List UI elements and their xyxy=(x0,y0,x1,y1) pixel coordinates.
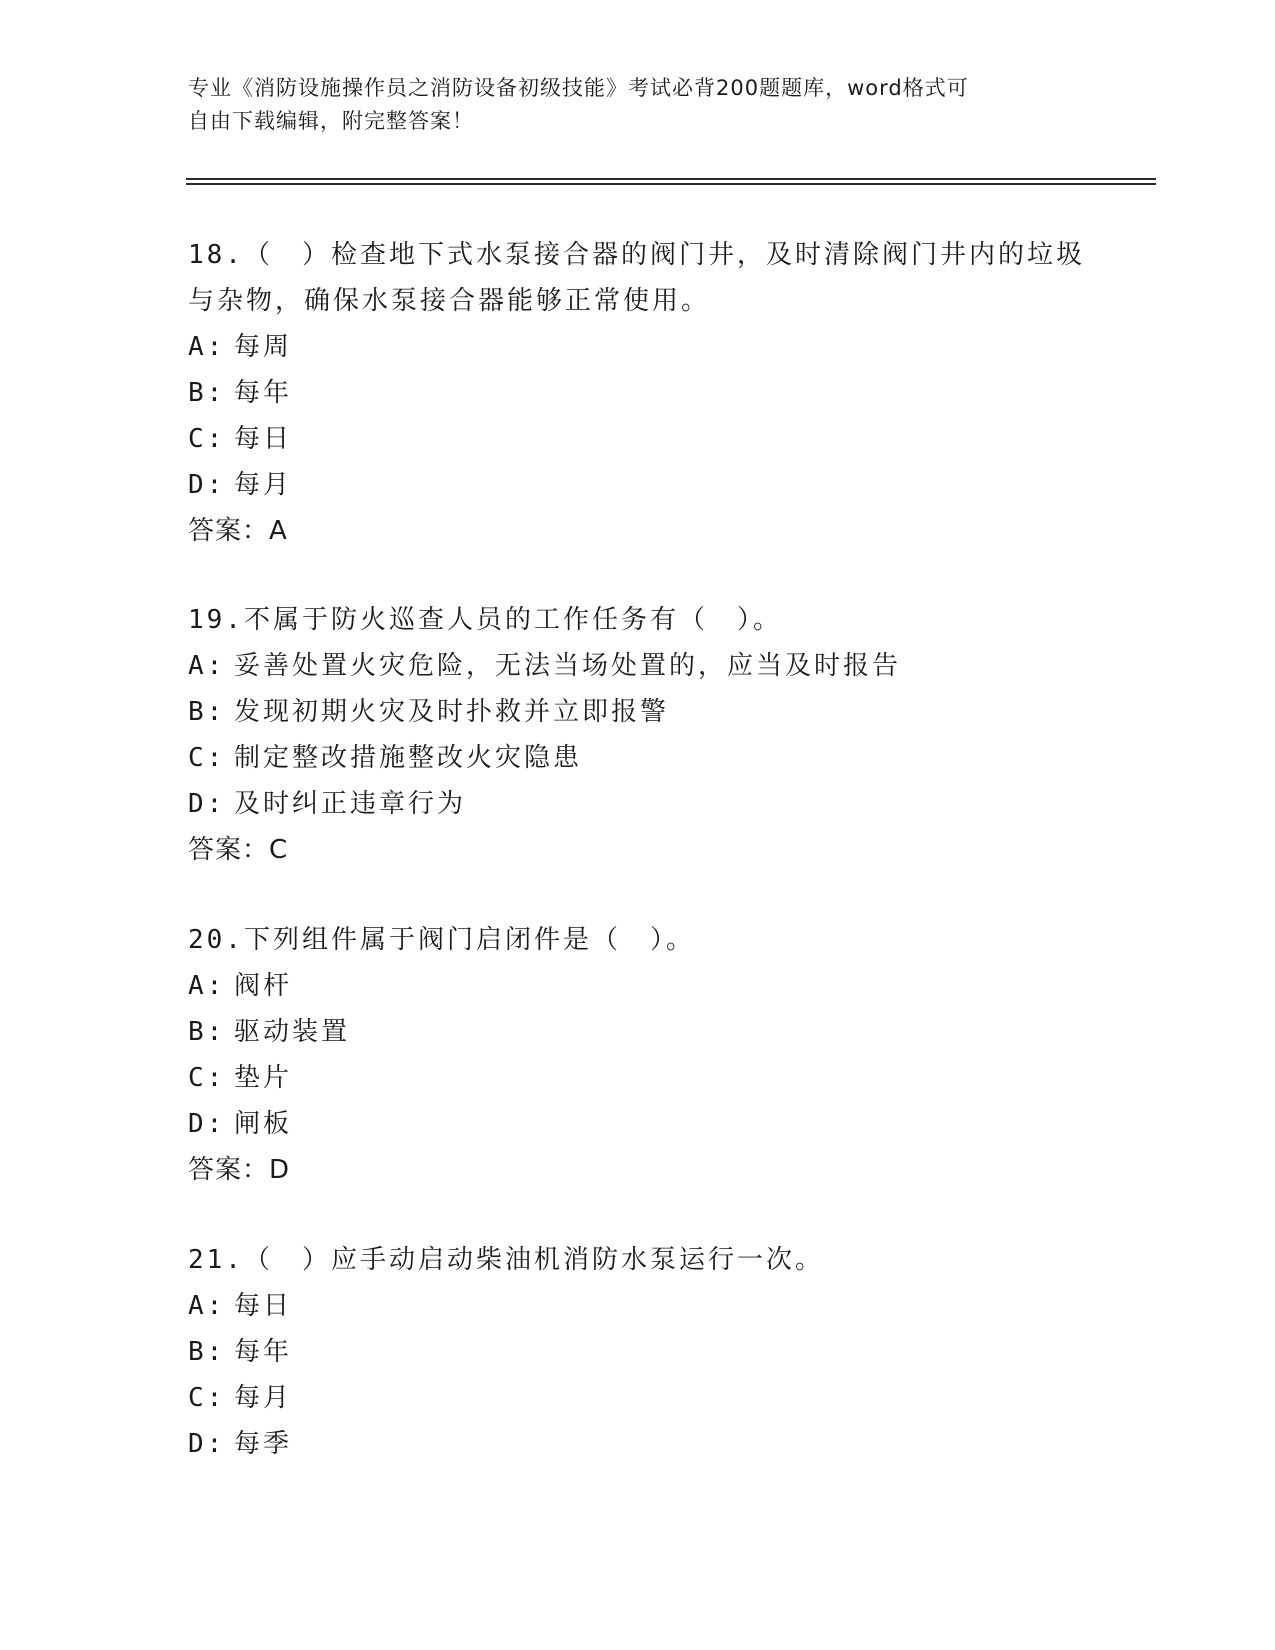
option-letter: D: xyxy=(188,1109,226,1139)
question-19-text: 19.不属于防火巡查人员的工作任务有（ ）。 xyxy=(188,605,782,635)
option-letter: D: xyxy=(188,1429,226,1459)
option-text: 垫片 xyxy=(234,1063,293,1093)
option-text: 驱动装置 xyxy=(234,1017,351,1047)
question-18-answer: 答案：A xyxy=(188,516,288,546)
option-letter: C: xyxy=(188,424,226,454)
option-letter: B: xyxy=(188,1017,226,1047)
option-letter: C: xyxy=(188,1383,226,1413)
question-18-text-line-2: 与杂物，确保水泵接合器能够正常使用。 xyxy=(188,286,711,316)
option-letter: B: xyxy=(188,697,226,727)
question-20-answer: 答案：D xyxy=(188,1155,291,1185)
question-18 xyxy=(188,232,1088,554)
question-18-option-c xyxy=(188,416,1088,462)
option-letter: A: xyxy=(188,651,226,681)
question-21-option-c xyxy=(188,1375,1088,1421)
option-text: 每日 xyxy=(234,1291,293,1321)
option-letter: C: xyxy=(188,743,226,773)
question-19-answer: 答案：C xyxy=(188,835,289,865)
option-text: 阀杆 xyxy=(234,971,293,1001)
option-letter: C: xyxy=(188,1063,226,1093)
header-line-1: 专业《消防设施操作员之消防设备初级技能》考试必背200题题库，word格式可 xyxy=(188,76,969,100)
document-header xyxy=(188,72,1068,138)
option-letter: A: xyxy=(188,1291,226,1321)
question-20-text: 20.下列组件属于阀门启闭件是（ ）。 xyxy=(188,925,695,955)
question-21 xyxy=(188,1237,1088,1467)
option-text: 每年 xyxy=(234,378,293,408)
option-letter: D: xyxy=(188,470,226,500)
option-text: 及时纠正违章行为 xyxy=(234,789,467,819)
question-18-option-d xyxy=(188,462,1088,508)
question-21-option-d xyxy=(188,1421,1088,1467)
question-18-text-line-1: 18.（ ）检查地下式水泵接合器的阀门井，及时清除阀门井内的垃圾 xyxy=(188,240,1085,270)
option-text: 每季 xyxy=(234,1429,293,1459)
question-19-option-b xyxy=(188,689,1088,735)
option-text: 每日 xyxy=(234,424,293,454)
option-text: 每年 xyxy=(234,1337,293,1367)
header-divider-top xyxy=(186,178,1156,180)
header-divider-bottom xyxy=(186,183,1156,185)
header-line-2: 自由下载编辑，附完整答案！ xyxy=(188,109,474,133)
question-21-text: 21.（ ）应手动启动柴油机消防水泵运行一次。 xyxy=(188,1245,824,1275)
option-letter: B: xyxy=(188,378,226,408)
question-21-option-a xyxy=(188,1283,1088,1329)
option-letter: D: xyxy=(188,789,226,819)
option-text: 每月 xyxy=(234,470,293,500)
option-text: 每周 xyxy=(234,332,293,362)
option-text: 每月 xyxy=(234,1383,293,1413)
option-text: 发现初期火灾及时扑救并立即报警 xyxy=(234,697,670,727)
option-text: 妥善处置火灾危险，无法当场处置的，应当及时报告 xyxy=(234,651,902,681)
question-20 xyxy=(188,917,1088,1193)
option-text: 制定整改措施整改火灾隐患 xyxy=(234,743,583,773)
question-18-option-b xyxy=(188,370,1088,416)
question-19 xyxy=(188,597,1088,873)
option-letter: A: xyxy=(188,971,226,1001)
question-21-option-b xyxy=(188,1329,1088,1375)
question-20-option-a xyxy=(188,963,1088,1009)
option-text: 闸板 xyxy=(234,1109,293,1139)
question-20-option-d xyxy=(188,1101,1088,1147)
question-20-option-b xyxy=(188,1009,1088,1055)
question-19-option-a xyxy=(188,643,1088,689)
option-letter: B: xyxy=(188,1337,226,1367)
question-19-option-d xyxy=(188,781,1088,827)
question-19-option-c xyxy=(188,735,1088,781)
question-20-option-c xyxy=(188,1055,1088,1101)
option-letter: A: xyxy=(188,332,226,362)
question-18-option-a xyxy=(188,324,1088,370)
